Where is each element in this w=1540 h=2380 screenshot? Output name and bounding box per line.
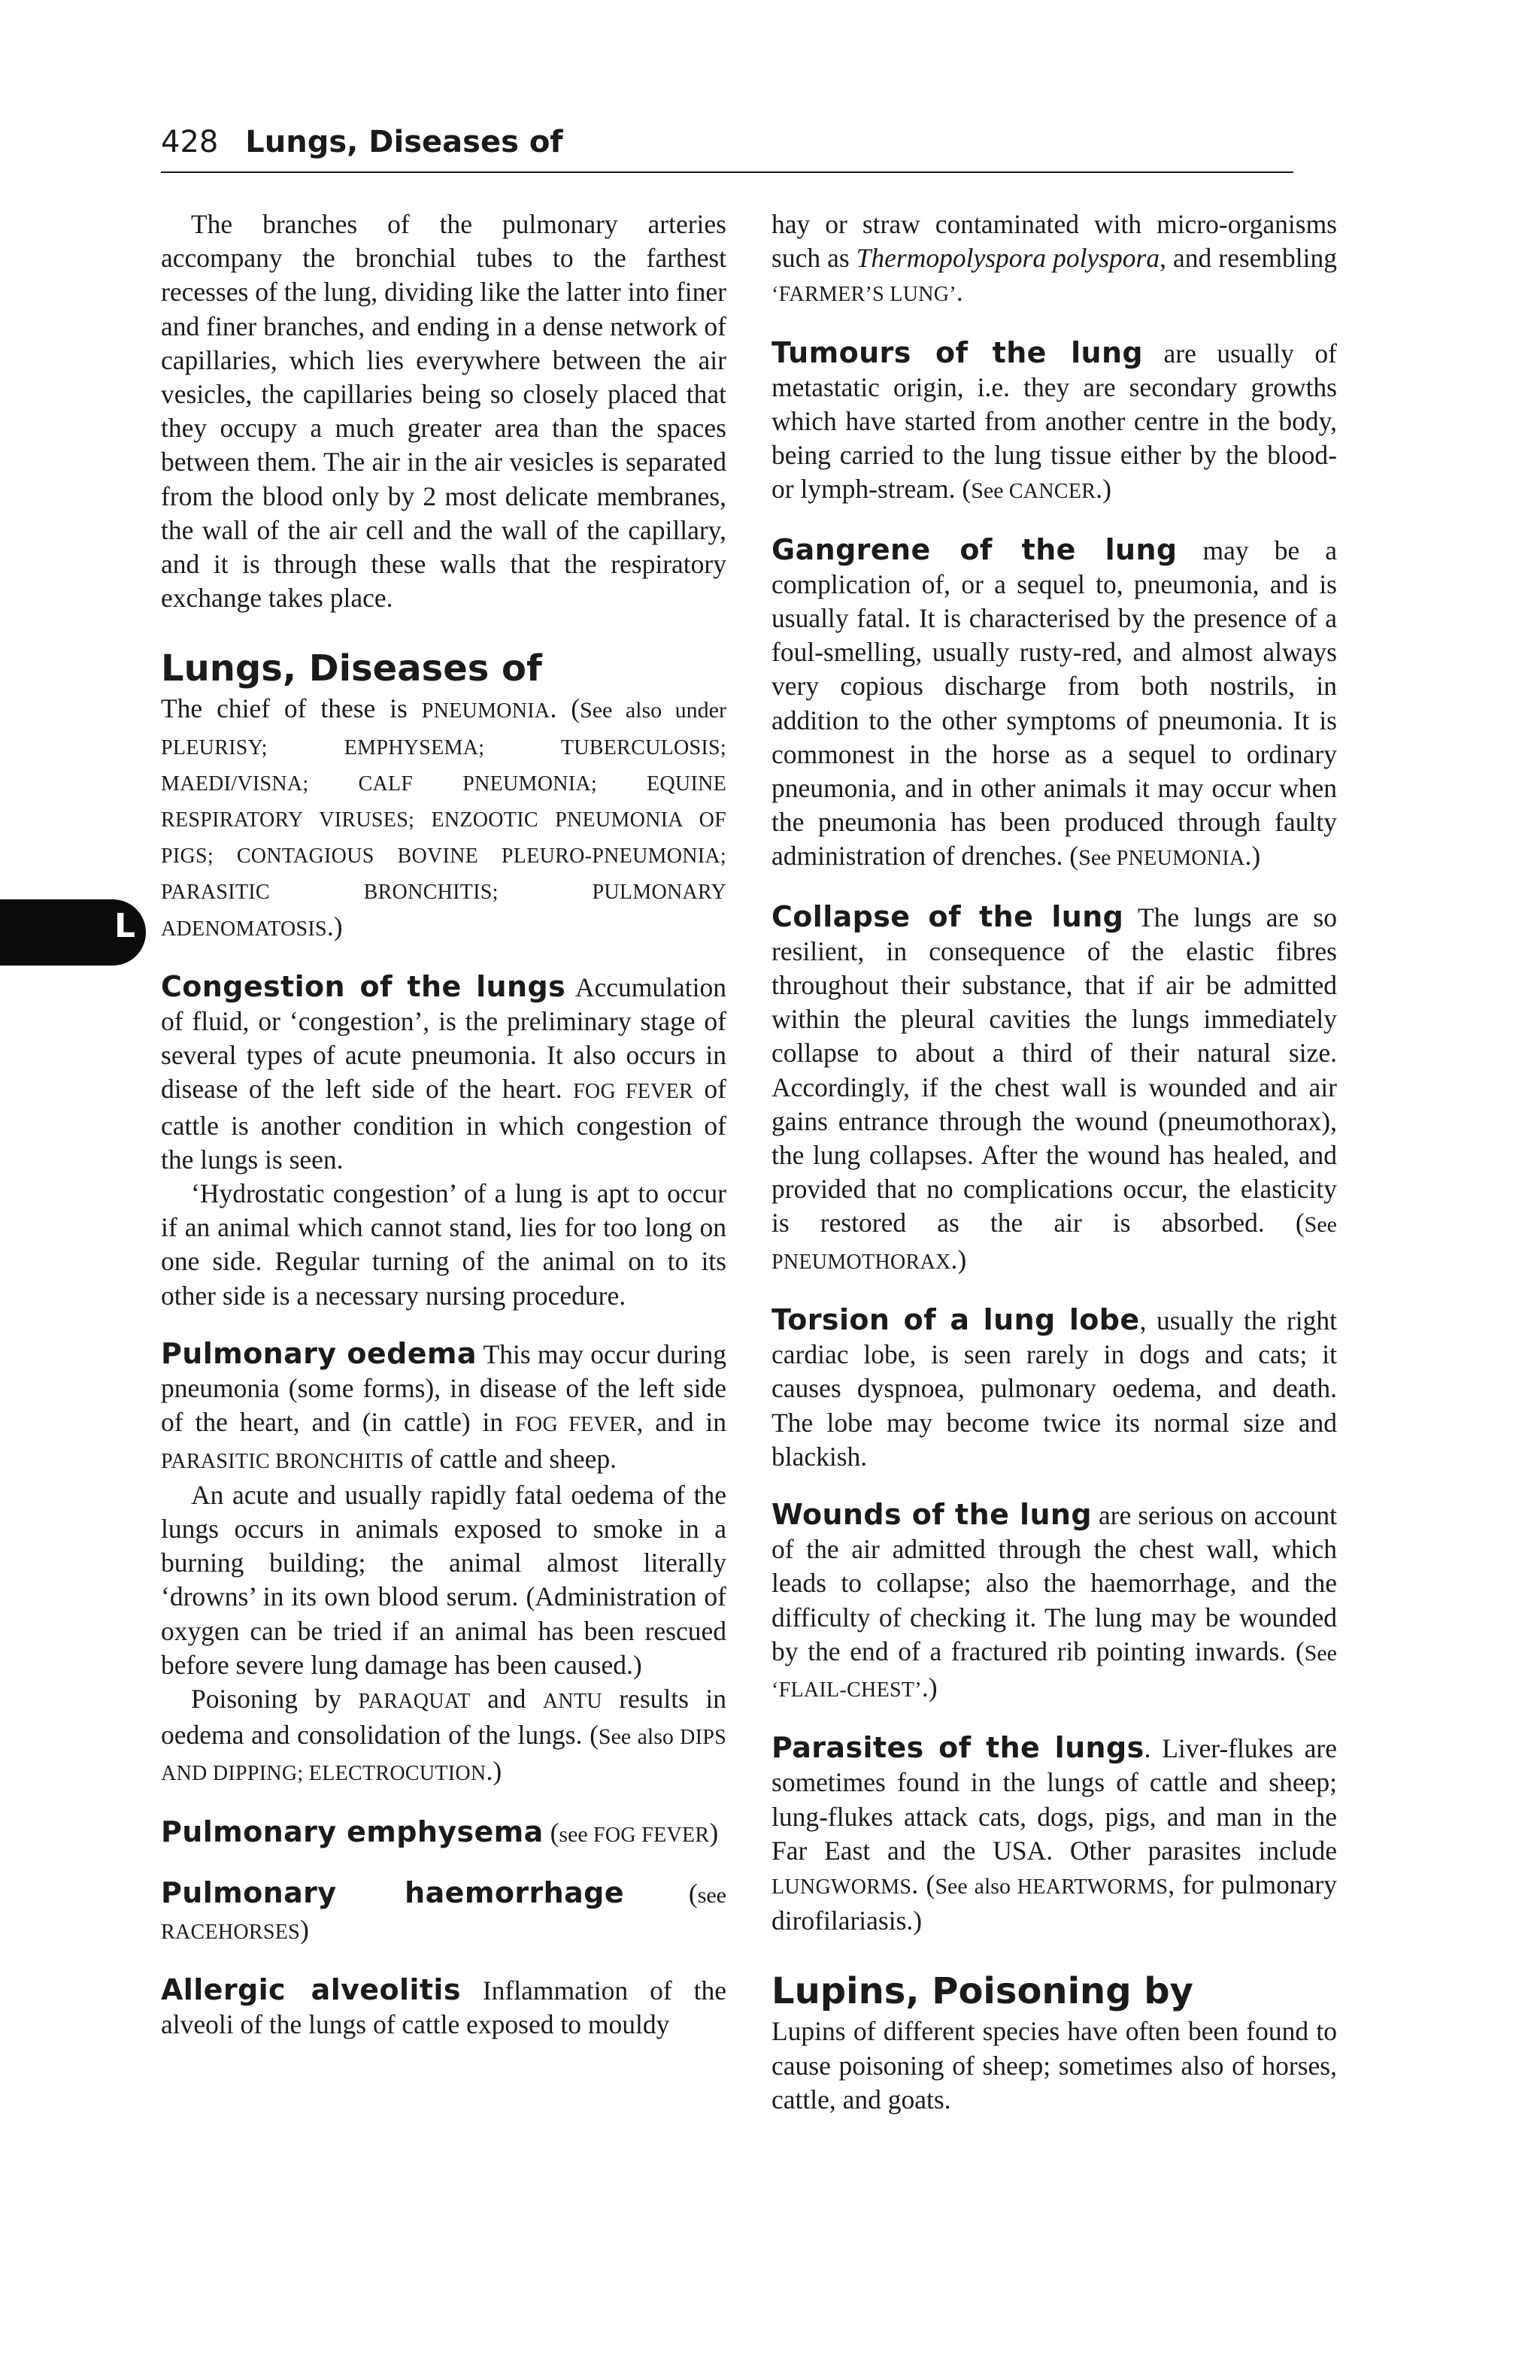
paragraph-hydrostatic-congestion: ‘Hydrostatic congestion’ of a lung is apt to occur if an animal which cannot stand, lies for too long on one side. Regular turning of the animal on to its other side is a necessary nursing procedure. (161, 1178, 726, 1311)
running-header (161, 125, 1293, 159)
paragraph-pulmonary-haemorrhage: Pulmonary haemorrhage (see RACEHORSES) (161, 1875, 726, 1945)
cross-reference: ANTU (542, 1689, 602, 1713)
species-name: Thermopolyspora polyspora (856, 243, 1160, 274)
paragraph-alveolitis-continued: hay or straw contaminated with micro-organisms such as Thermopolyspora polyspora, and resembling ‘FARMER’S LUNG’. (772, 209, 1338, 308)
cross-reference-list: PLEURISY; EMPHYSEMA; TUBERCULOSIS; MAEDI/VISNA; CALF PNEUMONIA; EQUINE RESPIRATORY VIRUSES; ENZOOTIC PNEUMONIA OF PIGS; CONTAGIOUS BOVINE PLEURO-PNEUMONIA; PARASITIC BRONCHITIS; PULMONARY ADENOMATOSIS (161, 735, 726, 941)
paragraph-pulmonary-arteries: The branches of the pulmonary arteries accompany the bronchial tubes to the farthest recesses of the lung, dividing like the latter into finer and finer branches, and ending in a dense network of capillaries, which lies everywhere between the air vesicles, the capillaries being so closely placed that they occupy a much greater area than the spaces between them. The air in the air vesicles is separated from the blood only by 2 most delicate membranes, the wall of the air cell and the wall of the capillary, and it is through these walls that the respiratory exchange takes place. (161, 209, 726, 614)
paragraph-chief-diseases: The chief of these is PNEUMONIA. (See also under PLEURISY; EMPHYSEMA; TUBERCULOSIS; MAEDI/VISNA; CALF PNEUMONIA; EQUINE RESPIRATORY VIRUSES; ENZOOTIC PNEUMONIA OF PIGS; CONTAGIOUS BOVINE PLEURO-PNEUMONIA; PARASITIC BRONCHITIS; PULMONARY ADENOMATOSIS.) (161, 693, 726, 941)
paragraph-torsion: Torsion of a lung lobe, usually the right cardiac lobe, is seen rarely in dogs and cats; it causes dyspnoea, pulmonary oedema, and death. The lobe may become twice its normal size and blackish. (772, 1302, 1337, 1472)
cross-reference: PNEUMONIA (1111, 847, 1245, 871)
paragraph-collapse: Collapse of the lung The lungs are so resilient, in consequence of the elastic fibres throughout their substance, that if air be admitted within the pleural cavities the lungs immediately collapse to about a third of their natural size. Accordingly, if the chest wall is wounded and air gains entrance through the wound (pneumothorax), the lung collapses. After the wound has healed, and provided that no complications occur, the elasticity is restored as the air is absorbed. (See PNEUMOTHORAX.) (772, 899, 1337, 1275)
entry-heading-lungs-diseases: Lungs, Diseases of (161, 647, 542, 690)
subheading-parasites: Parasites of the lungs (772, 1731, 1144, 1765)
cross-reference: FOG FEVER (587, 1823, 710, 1847)
cross-reference: FOG FEVER (515, 1413, 637, 1437)
subheading-congestion: Congestion of the lungs (161, 969, 566, 1003)
thumb-index-tab (0, 899, 146, 966)
right-column (772, 208, 1337, 2117)
subheading-pulmonary-oedema: Pulmonary oedema (161, 1336, 477, 1370)
entry-heading-lupins: Lupins, Poisoning by (772, 1970, 1193, 2013)
cross-reference: PNEUMONIA (421, 699, 550, 723)
subheading-pulmonary-haemorrhage: Pulmonary haemorrhage (161, 1875, 624, 1909)
paragraph-wounds: Wounds of the lung are serious on account of the air admitted through the chest wall, which leads to collapse; also the haemorrhage, and the difficulty of checking it. The lung may be wounded by the end of a fractured rib pointing inwards. (See ‘FLAIL-CHEST’.) (772, 1497, 1337, 1702)
running-title: Lungs, Diseases of (245, 125, 563, 159)
page-number: 428 (161, 125, 219, 159)
cross-reference: PARASITIC BRONCHITIS (161, 1449, 405, 1473)
paragraph-congestion: Congestion of the lungs Accumulation of fluid, or ‘congestion’, is the preliminary stage of several types of acute pneumonia. It also occurs in disease of the left side of the heart. FOG FEVER of cattle is another condition in which congestion of the lungs is seen. (161, 969, 726, 1175)
subheading-gangrene: Gangrene of the lung (772, 532, 1178, 566)
subheading-allergic-alveolitis: Allergic alveolitis (161, 1973, 461, 2007)
paragraph-lupins: Lupins of different species have often been found to cause poisoning of sheep; sometimes also of horses, cattle, and goats. (772, 2016, 1337, 2115)
header-rule (161, 171, 1293, 173)
subheading-wounds: Wounds of the lung (772, 1497, 1092, 1531)
subheading-collapse: Collapse of the lung (772, 899, 1124, 933)
cross-reference: HEARTWORMS (1010, 1875, 1169, 1899)
subheading-tumours: Tumours of the lung (772, 335, 1144, 369)
paragraph-allergic-alveolitis: Allergic alveolitis Inflammation of the alveoli of the lungs of cattle exposed to mouldy (161, 1973, 726, 2040)
cross-reference: CANCER (1003, 480, 1096, 504)
thumb-index-letter: L (114, 907, 135, 945)
paragraph-tumours: Tumours of the lung are usually of metastatic origin, i.e. they are secondary growths which have started from another centre in the body, being carried to the lung tissue either by the blood- or lymph-stream. (See CANCER.) (772, 335, 1337, 505)
cross-reference: FOG FEVER (573, 1080, 693, 1104)
paragraph-parasites: Parasites of the lungs. Liver-flukes are sometimes found in the lungs of cattle and sheep; lung-flukes attack cats, dogs, pigs, and man in the Far East and the USA. Other parasites include LUNGWORMS. (See also HEARTWORMS, for pulmonary dirofilariasis.) (772, 1731, 1338, 1936)
cross-reference: ‘FARMER’S LUNG’ (772, 283, 956, 307)
left-column (161, 208, 726, 2042)
cross-reference: ‘FLAIL-CHEST’ (772, 1678, 922, 1702)
cross-reference: PNEUMOTHORAX (772, 1250, 951, 1274)
paragraph-pulmonary-oedema: Pulmonary oedema This may occur during pneumonia (some forms), in disease of the left side of the heart, and (in cattle) in FOG FEVER, and in PARASITIC BRONCHITIS of cattle and sheep. (161, 1336, 727, 1474)
cross-reference: LUNGWORMS (772, 1875, 912, 1899)
subheading-torsion: Torsion of a lung lobe (772, 1302, 1140, 1336)
cross-reference: PARAQUAT (358, 1689, 471, 1713)
paragraph-pulmonary-emphysema: Pulmonary emphysema (see FOG FEVER) (161, 1815, 719, 1848)
cross-reference: RACEHORSES (161, 1920, 301, 1944)
paragraph-acute-oedema: An acute and usually rapidly fatal oedema of the lungs occurs in animals exposed to smoke in a burning building; the animal almost literally ‘drowns’ in its own blood serum. (Administration of oxygen can be tried if an animal has been rescued before severe lung damage has been caused.) (161, 1479, 726, 1680)
cross-reference-list: DIPS AND DIPPING; ELECTROCUTION (161, 1726, 726, 1786)
paragraph-poisoning: Poisoning by PARAQUAT and ANTU results in oedema and consolidation of the lungs. (See also DIPS AND DIPPING; ELECTROCUTION.) (161, 1683, 726, 1787)
paragraph-gangrene: Gangrene of the lung may be a complication of, or a sequel to, pneumonia, and is usually fatal. It is characterised by the presence of a foul-smelling, usually rusty-red, and almost always very copious discharge from both nostrils, in addition to the other symptoms of pneumonia. It is commonest in the horse as a sequel to ordinary pneumonia, and in other animals it may occur when the pneumonia has been produced through faulty administration of drenches. (See PNEUMONIA.) (772, 532, 1337, 872)
subheading-pulmonary-emphysema: Pulmonary emphysema (161, 1815, 544, 1848)
